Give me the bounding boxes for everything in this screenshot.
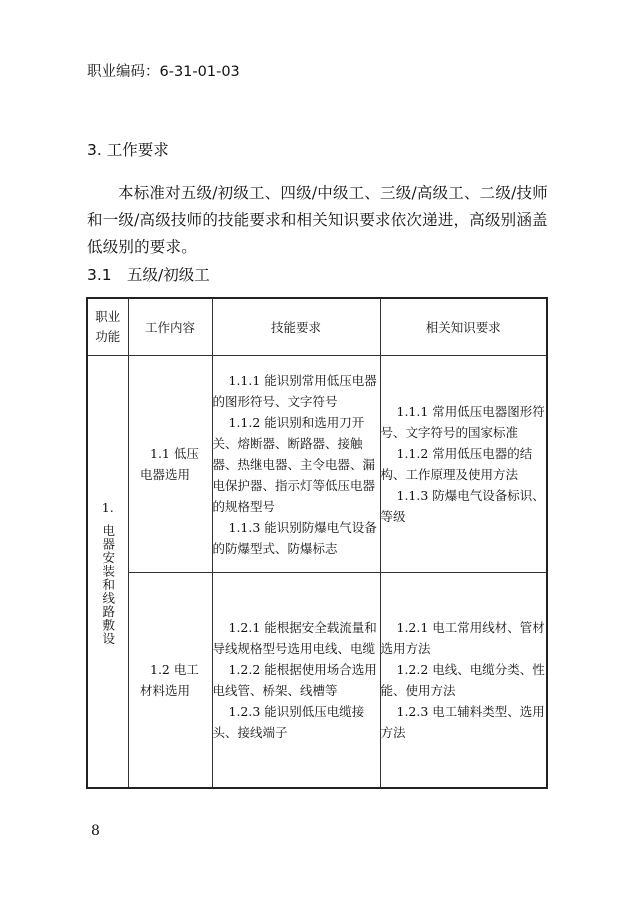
knowledge-item: 1.2.3 电工辅料类型、选用方法 bbox=[380, 704, 545, 740]
skill-item: 1.2.1 能根据安全载流量和导线规格型号选用电线、电缆 bbox=[212, 620, 377, 656]
domain-cell bbox=[87, 356, 128, 789]
skills-cell bbox=[212, 356, 380, 573]
header-domain: 职业功能 bbox=[87, 298, 128, 356]
skills-cell bbox=[212, 573, 380, 789]
page-number: 8 bbox=[91, 823, 100, 839]
skill-item: 1.1.2 能识别和选用刀开关、熔断器、断路器、接触器、热继电器、主令电器、漏电保护器、指示灯等低压电器的规格型号 bbox=[212, 414, 376, 514]
subsection-title bbox=[87, 263, 210, 285]
header-skills: 技能要求 bbox=[212, 298, 380, 356]
skill-item: 1.1.3 能识别防爆电气设备的防爆型式、防爆标志 bbox=[212, 519, 377, 556]
knowledge-cell bbox=[380, 356, 547, 573]
content-cell: 1.2 电工材料选用 bbox=[128, 573, 212, 789]
domain-label: 电器安装和线路敷设 bbox=[100, 524, 116, 646]
header-content: 工作内容 bbox=[128, 298, 212, 356]
knowledge-cell bbox=[380, 573, 547, 789]
table-row bbox=[87, 356, 547, 573]
skill-item: 1.2.3 能识别低压电缆接头、接线端子 bbox=[212, 704, 365, 740]
table-header-row bbox=[87, 298, 547, 356]
occupation-code: 职业编码：6-31-01-03 bbox=[87, 64, 240, 80]
header-knowledge: 相关知识要求 bbox=[380, 298, 547, 356]
domain-number: 1. bbox=[101, 500, 114, 516]
subsection-number: 3.1 bbox=[87, 266, 112, 284]
knowledge-item: 1.1.2 常用低压电器的结构、工作原理及使用方法 bbox=[380, 446, 533, 482]
section-intro: 本标准对五级/初级工、四级/中级工、三级/高级工、二级/技师和一级/高级技师的技能要求和相关知识要求依次递进，高级别涵盖低级别的要求。 bbox=[87, 184, 548, 256]
section-title: 3. 工作要求 bbox=[87, 141, 169, 159]
knowledge-item: 1.1.1 常用低压电器图形符号、文字符号的国家标准 bbox=[380, 404, 545, 440]
table-row bbox=[87, 573, 547, 789]
skill-item: 1.1.1 能识别常用低压电器的图形符号、文字符号 bbox=[212, 372, 377, 409]
knowledge-item: 1.1.3 防爆电气设备标识、等级 bbox=[380, 488, 545, 524]
subsection-label: 五级/初级工 bbox=[127, 266, 210, 284]
content-cell: 1.1 低压电器选用 bbox=[128, 356, 212, 573]
knowledge-item: 1.2.1 电工常用线材、管材选用方法 bbox=[380, 620, 545, 656]
requirements-table bbox=[86, 297, 548, 789]
skill-item: 1.2.2 能根据使用场合选用电线管、桥架、线槽等 bbox=[212, 662, 377, 698]
knowledge-item: 1.2.2 电线、电缆分类、性能、使用方法 bbox=[380, 662, 545, 698]
